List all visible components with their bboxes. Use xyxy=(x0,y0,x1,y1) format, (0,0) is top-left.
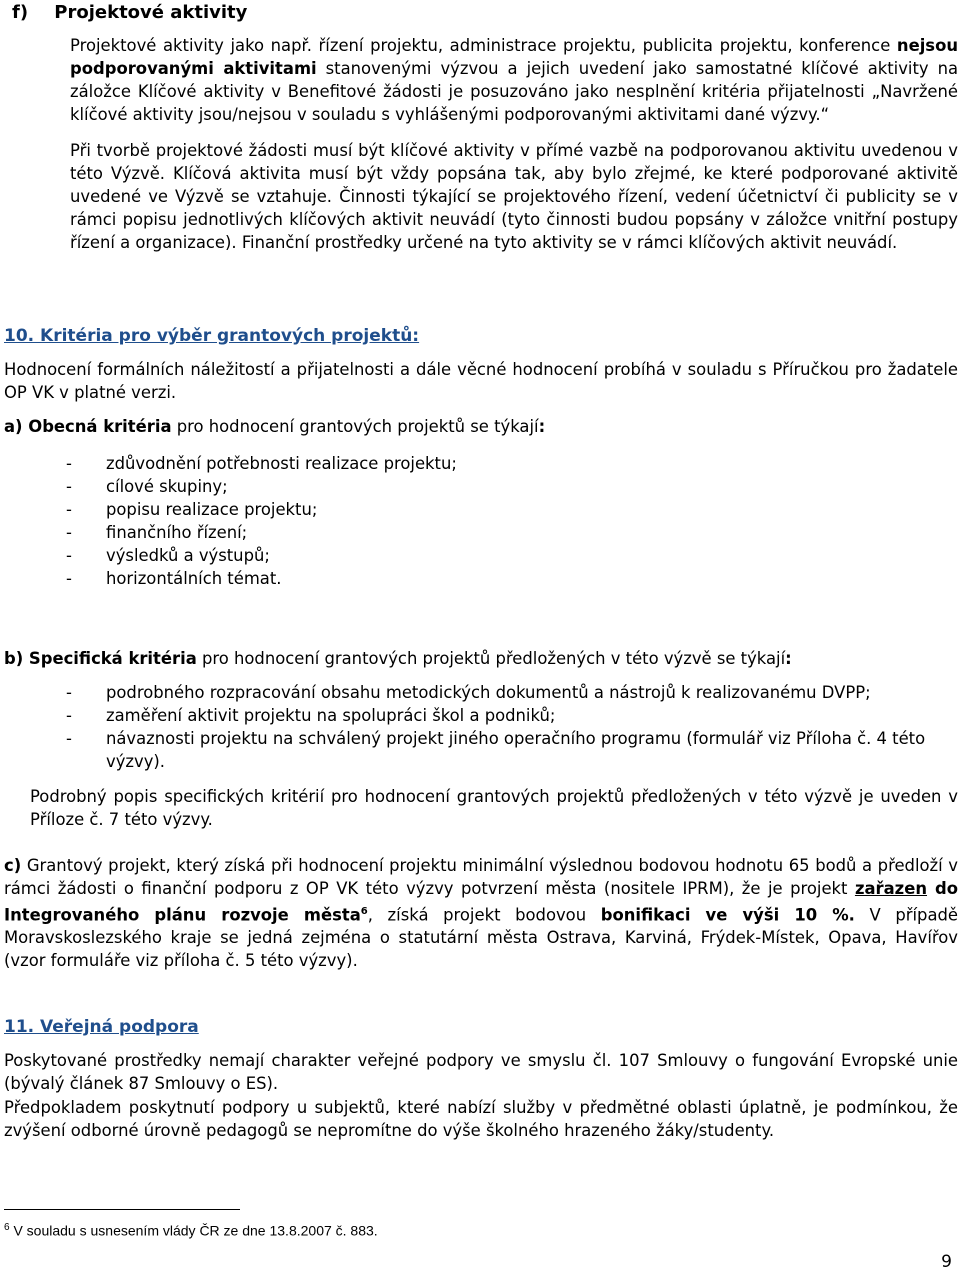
list-dash: - xyxy=(66,729,72,748)
text-run: , získá projekt bodovou xyxy=(367,905,601,925)
section-f-title: Projektové aktivity xyxy=(54,2,248,23)
colon: : xyxy=(538,417,546,436)
list-item-text: podrobného rozpracování obsahu metodických dokumentů a nástrojů k realizovanému DVPP; xyxy=(106,683,871,702)
list-dash: - xyxy=(66,683,72,702)
criteria-b-list xyxy=(66,681,958,773)
criteria-a-label: a) Obecná kritéria xyxy=(4,417,172,436)
criteria-b-line xyxy=(4,647,958,670)
section-11-paragraph-1: Poskytované prostředky nemají charakter veřejné podpory ve smyslu čl. 107 Smlouvy o fungování Evropské unie (bývalý článek 87 Smlouvy o ES). xyxy=(4,1051,958,1093)
footnote-text: V souladu s usnesením vlády ČR ze dne 13.8.2007 č. 883. xyxy=(9,1222,378,1239)
list-dash: - xyxy=(66,546,72,565)
bold-run: do Integrovaného plánu rozvoje města xyxy=(4,879,958,925)
list-item xyxy=(66,681,958,704)
criteria-a-text: pro hodnocení grantových projektů se týkají xyxy=(171,417,539,436)
footnote xyxy=(4,1222,378,1239)
criteria-b-text: pro hodnocení grantových projektů předložených v této výzvě se týkají xyxy=(196,649,786,668)
list-item xyxy=(66,727,958,773)
section-10-heading: 10. Kritéria pro výběr grantových projektů: xyxy=(4,326,420,346)
footnote-ref[interactable]: 6 xyxy=(360,906,368,917)
colon: : xyxy=(785,649,792,668)
list-item xyxy=(66,498,457,521)
section-11-paragraph-2: Předpokladem poskytnutí podpory u subjektů, které nabízí služby v předmětné oblasti úplatně, je podmínkou, že zvýšení odborné úrovně pedagogů se nepromítne do výše školného hrazeného žáky/studenty. xyxy=(4,1098,958,1140)
text-run: V případě Moravskoslezského kraje se jedná zejména o statutární města Ostrava, Karviná, Frýdek-Místek, Opava, Havířov (vzor formuláře viz příloha č. 5 této výzvy). xyxy=(4,905,958,971)
list-item-text: popisu realizace projektu; xyxy=(106,500,318,519)
list-item-text: cílové skupiny; xyxy=(106,477,228,496)
list-dash: - xyxy=(66,454,72,473)
project-activities-paragraph-1 xyxy=(70,34,958,126)
list-item-text: horizontálních témat. xyxy=(106,569,282,588)
criteria-b-detail: Podrobný popis specifických kritérií pro hodnocení grantových projektů předložených v této výzvě je uveden v Příloze č. 7 této výzvy. xyxy=(30,787,958,829)
project-activities-paragraph-2: Při tvorbě projektové žádosti musí být klíčové aktivity v přímé vazbě na podporovanou aktivitu uvedenou v této Výzvě. Klíčová aktivita musí být vždy popsána tak, aby bylo zřejmé, ke které podporované aktivitě uvedené ve Výzvě se vztahuje. Činnosti týkající se projektového řízení, vedení účetnictví či publicity se v rámci popisu jednotlivých klíčových aktivit neuvádí (tyto činnosti budou popsány v záložce vnitřní postupy řízení a organizace). Finanční prostředky určené na tyto aktivity se v rámci klíčových aktivit neuvádí. xyxy=(70,141,958,252)
list-item xyxy=(66,544,457,567)
bold-run: nejsou podporovanými aktivitami xyxy=(70,36,958,78)
list-item xyxy=(66,452,457,475)
criteria-c-paragraph xyxy=(4,854,958,972)
criteria-b-label: b) Specifická kritéria xyxy=(4,649,197,668)
section-10-intro: Hodnocení formálních náležitostí a přijatelnosti a dále věcné hodnocení probíhá v souladu s Příručkou pro žadatele OP VK v platné verzi. xyxy=(4,360,958,402)
section-11-heading: 11. Veřejná podpora xyxy=(4,1017,199,1037)
list-item xyxy=(66,521,457,544)
bold-run: bonifikaci ve výši 10 %. xyxy=(600,905,855,925)
list-dash: - xyxy=(66,706,72,725)
list-item xyxy=(66,475,457,498)
list-item-text: zdůvodnění potřebnosti realizace projektu; xyxy=(106,454,457,473)
page-number: 9 xyxy=(941,1252,952,1272)
criteria-a-line xyxy=(4,415,958,438)
list-item-text: finančního řízení; xyxy=(106,523,248,542)
list-item-text: návaznosti projektu na schválený projekt jiného operačního programu (formulář viz Příloha č. 4 této výzvy). xyxy=(106,729,926,771)
list-item-text: výsledků a výstupů; xyxy=(106,546,270,565)
text-run: stanovenými výzvou a jejich uvedení jako samostatné klíčové aktivity na záložce Klíčové aktivity v Benefitové žádosti je posuzováno jako nesplnění kritéria přijatelnosti „Navržené klíčové aktivity jsou/nejsou v souladu s vyhlášenými podporovanými aktivitami dané výzvy.“ xyxy=(70,59,959,124)
text-run: Grantový projekt, který získá při hodnocení projektu minimální výslednou bodovou hodnotu 65 bodů a předloží v rámci žádosti o finanční podporu z OP VK této výzvy potvrzení města (nositele IPRM), že je projekt xyxy=(4,856,958,898)
text-run: Projektové aktivity jako např. řízení projektu, administrace projektu, publicita projektu, konference xyxy=(70,36,897,55)
criteria-a-list xyxy=(66,452,457,590)
section-f-letter: f) xyxy=(12,2,29,23)
list-dash: - xyxy=(66,477,72,496)
section-f-heading xyxy=(12,2,247,23)
list-item-text: zaměření aktivit projektu na spolupráci škol a podniků; xyxy=(106,706,556,725)
list-dash: - xyxy=(66,500,72,519)
footnote-divider xyxy=(4,1209,240,1210)
footnote-number: 6 xyxy=(4,1222,10,1233)
list-dash: - xyxy=(66,523,72,542)
list-item xyxy=(66,704,958,727)
criteria-c-label: c) xyxy=(4,856,22,875)
list-item xyxy=(66,567,457,590)
bold-underlined-run: zařazen xyxy=(854,879,928,898)
list-dash: - xyxy=(66,569,72,588)
